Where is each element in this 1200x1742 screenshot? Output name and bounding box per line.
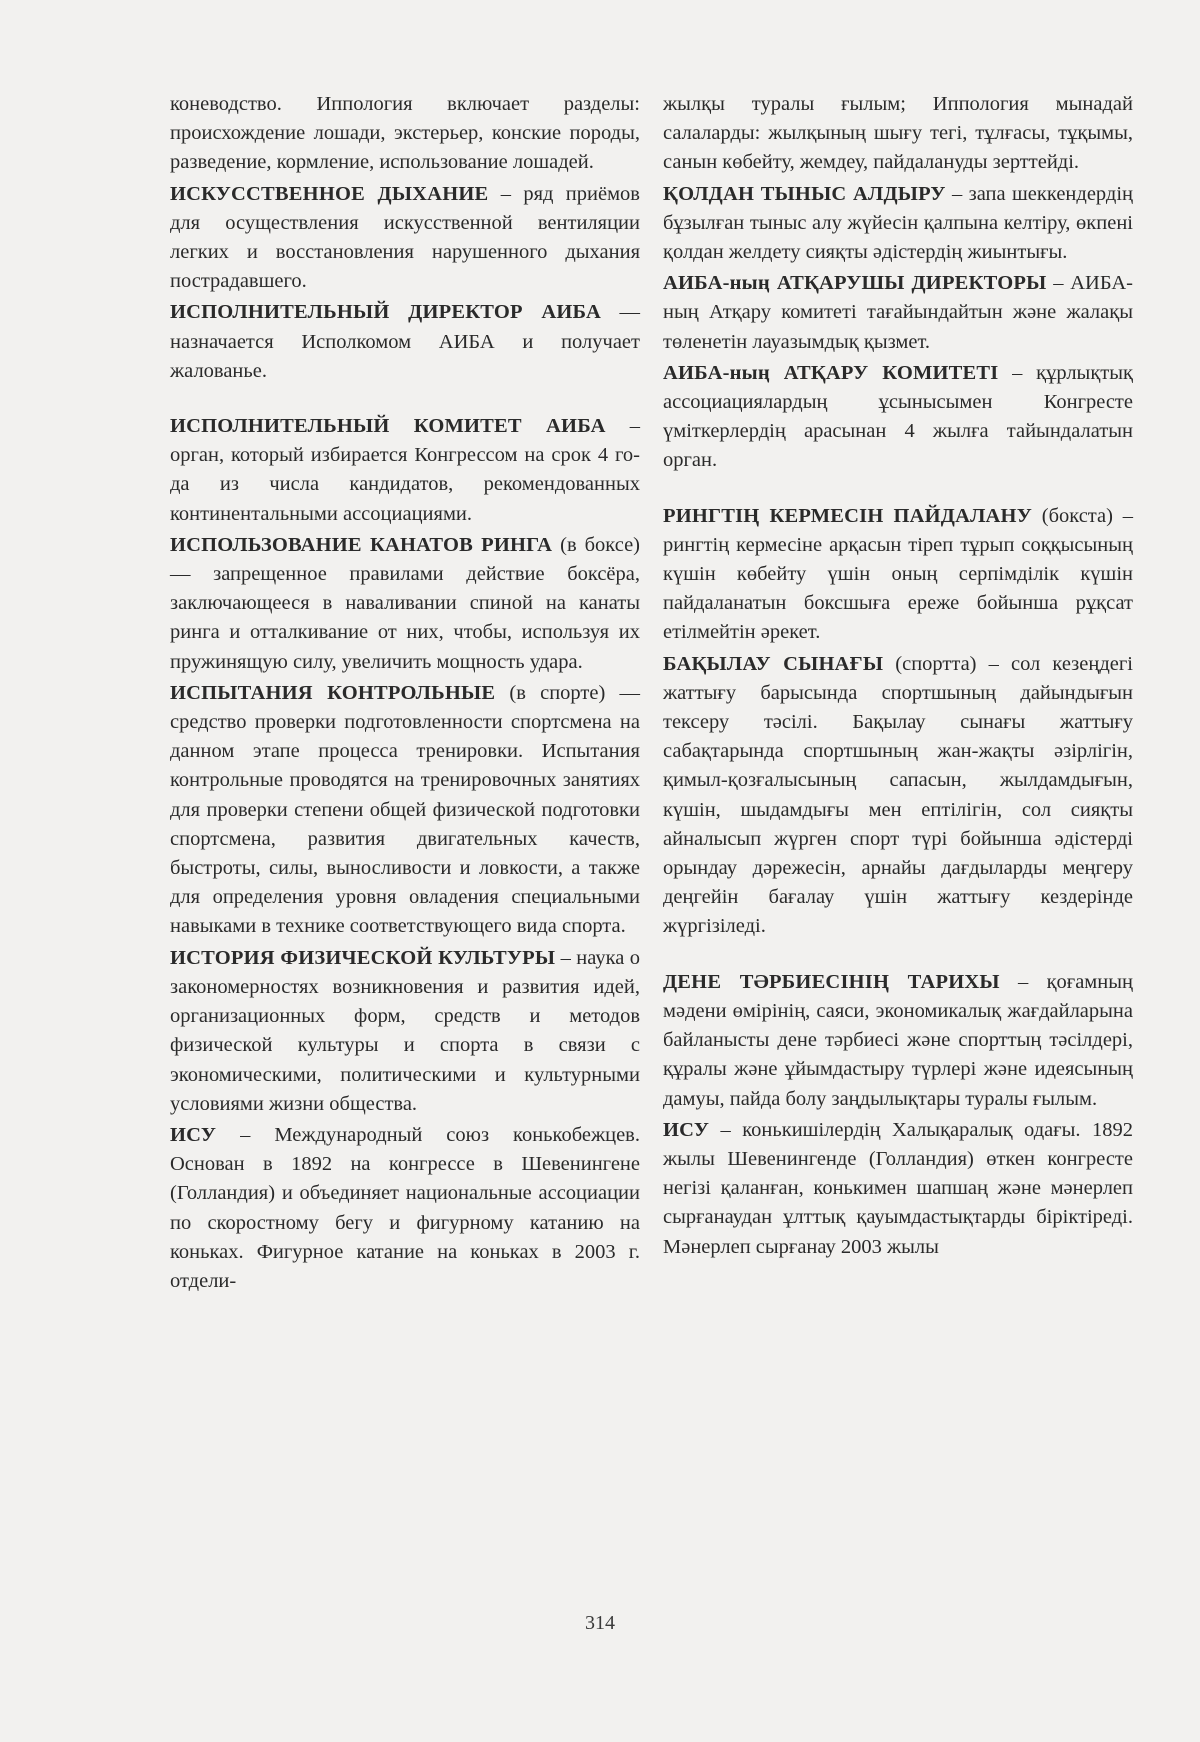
entry-definition: – орган, который избирается Конгрессом на срок 4 го-да из числа кандидатов, рекомендованных континентальными ассоциациями. [170, 415, 640, 525]
entry-definition: (спортта) – сол кезеңдегі жаттығу барысында спортшының дайындығын тексеру тәсілі. Бақылау сынағы жаттығу сабақтарында спортшының жан-жақты әзірлігін, қимыл-қозғалысының сапасын, жылдамдығын, күшін, шыдамдығы мен ептілігін, сол сияқты айналысып жүрген спорт түрі бойынша әдістерді орындау дәрежесін, арнайы дағдыларды меңгеру деңгейін бағалау үшін жаттығу кездерінде жүргізіледі. [663, 652, 1133, 938]
right-intro-text: жылқы туралы ғылым; Иппология мынадай салаларды: жылқының шығу тегі, тұлғасы, тұқымы, санын көбейту, жемдеу, пайдалануды зерттейді. [663, 93, 1133, 174]
spacer [663, 942, 1133, 968]
entry-term: ИСПЫТАНИЯ КОНТРОЛЬНЫЕ [170, 681, 496, 704]
right-entry [663, 502, 1133, 648]
left-entry [170, 944, 640, 1119]
left-entry [170, 412, 640, 529]
left-entry [170, 679, 640, 942]
entry-term: ИСУ [663, 1118, 710, 1141]
entry-term: ИСУ [170, 1123, 217, 1146]
entry-definition: – қоғамның мәдени өмірінің, саяси, экономикалық жағдайларына байланысты дене тәрбиесі және спорттың тәсілдері, құралы және ұйымдастыру түрлері және идеясының дамуы, пайда болу заңдылықтары туралы ғылым. [663, 970, 1133, 1110]
right-column [663, 90, 1133, 1262]
page-number: 314 [585, 1612, 615, 1634]
entry-definition: – конькишілердің Халықаралық одағы. 1892 жылы Шевенингенде (Голландия) өткен конгресте негізі қаланған, конькимен шапшаң және мәнерлеп сырғанаудан ұлттық қауымдастықтарды біріктіреді. Мәнерлеп сырғанау 2003 жылы [663, 1118, 1133, 1258]
entry-term: АИБА-ның АТҚАРУШЫ ДИРЕКТОРЫ [663, 272, 1047, 295]
entry-definition: – құрлықтық ассоциациялардың ұсынысымен Конгресте үміткерлердің арасынан 4 жылға тайындалатын орган. [663, 361, 1133, 472]
entry-term: ИСПОЛНИТЕЛЬНЫЙ КОМИТЕТ АИБА [170, 415, 606, 438]
right-entry [663, 269, 1133, 357]
left-intro-text: коневодство. Иппология включает разделы: происхождение лошади, экстерьер, конские породы, разведение, кормление, использование лошадей. [170, 93, 640, 174]
right-entry [663, 968, 1133, 1114]
entry-definition: (в спорте) — средство проверки подготовленности спортсмена на данном этапе процесса тренировки. Испытания контрольные проводятся на тренировочных занятиях для проверки степени общей физической подготовки спортсмена, развития двигательных качеств, быстроты, силы, выносливости и ловкости, а также для определения уровня овладения специальными навыками в технике соответствующего вида спорта. [170, 681, 640, 938]
left-entry [170, 298, 640, 386]
right-entry [663, 1116, 1133, 1262]
entry-definition: – ряд приёмов для осуществления искусственной вентиляции легких и восстановления нарушенного дыхания пострадавшего. [170, 182, 640, 293]
spacer [170, 386, 640, 412]
left-entry [170, 531, 640, 677]
entry-term: РИНГТІҢ КЕРМЕСІН ПАЙДАЛАНУ [663, 504, 1032, 527]
entry-definition: – Международный союз конькобежцев. Основан в 1892 на конгрессе в Шевенингене (Голландия) и объединяет национальные ассоциации по скоростному бегу и фигурному катанию на коньках. Фигурное катание на коньках в 2003 г. отдели- [170, 1123, 640, 1292]
entry-term: ИСКУССТВЕННОЕ ДЫХАНИЕ [170, 182, 489, 205]
right-entry [663, 180, 1133, 268]
entry-definition: – запа шеккендердің бұзылған тыныс алу жүйесін қалпына келтіру, өкпені қолдан желдету сияқты әдістердің жиынтығы. [663, 182, 1133, 264]
left-entry [170, 180, 640, 297]
entry-definition: – АИБА-ның Атқару комитеті тағайындайтын және жалақы төленетін лауазымдық қызмет. [663, 272, 1133, 353]
entry-definition: (в боксе) — запрещенное правилами действие боксёра, заключающееся в наваливании спиной на канаты ринга и отталкивание от них, чтобы, используя их пружинящую силу, увеличить мощность удара. [170, 533, 640, 673]
entry-definition: – наука о закономерностях возникновения и развития идей, организационных форм, средств и методов физической культуры и спорта в связи с экономическими, политическими и культурными условиями жизни общества. [170, 946, 641, 1115]
entry-term: ДЕНЕ ТӘРБИЕСІНІҢ ТАРИХЫ [663, 970, 1000, 993]
entry-term: ИСТОРИЯ ФИЗИЧЕСКОЙ КУЛЬТУРЫ [170, 946, 556, 969]
entry-term: ҚОЛДАН ТЫНЫС АЛДЫРУ [663, 182, 946, 205]
right-entry [663, 650, 1133, 942]
entry-definition: — назначается Исполкомом АИБА и получает жалованье. [170, 301, 640, 382]
entry-definition: (бокста) – рингтің кермесіне арқасын тіреп тұрып соққысының күшін көбейту үшін оның серпімділік күшін пайдаланатын боксшыға ереже бойынша рұқсат етілмейтін әрекет. [663, 504, 1133, 644]
entry-term: АИБА-ның АТҚАРУ КОМИТЕТІ [663, 361, 999, 384]
spacer [663, 476, 1133, 502]
entry-term: БАҚЫЛАУ СЫНАҒЫ [663, 652, 884, 675]
left-column [170, 90, 640, 1296]
entry-term: ИСПОЛНИТЕЛЬНЫЙ ДИРЕКТОР АИБА [170, 301, 602, 324]
entry-term: ИСПОЛЬЗОВАНИЕ КАНАТОВ РИНГА [170, 533, 553, 556]
right-entry [663, 359, 1133, 476]
left-entry [170, 1121, 640, 1296]
